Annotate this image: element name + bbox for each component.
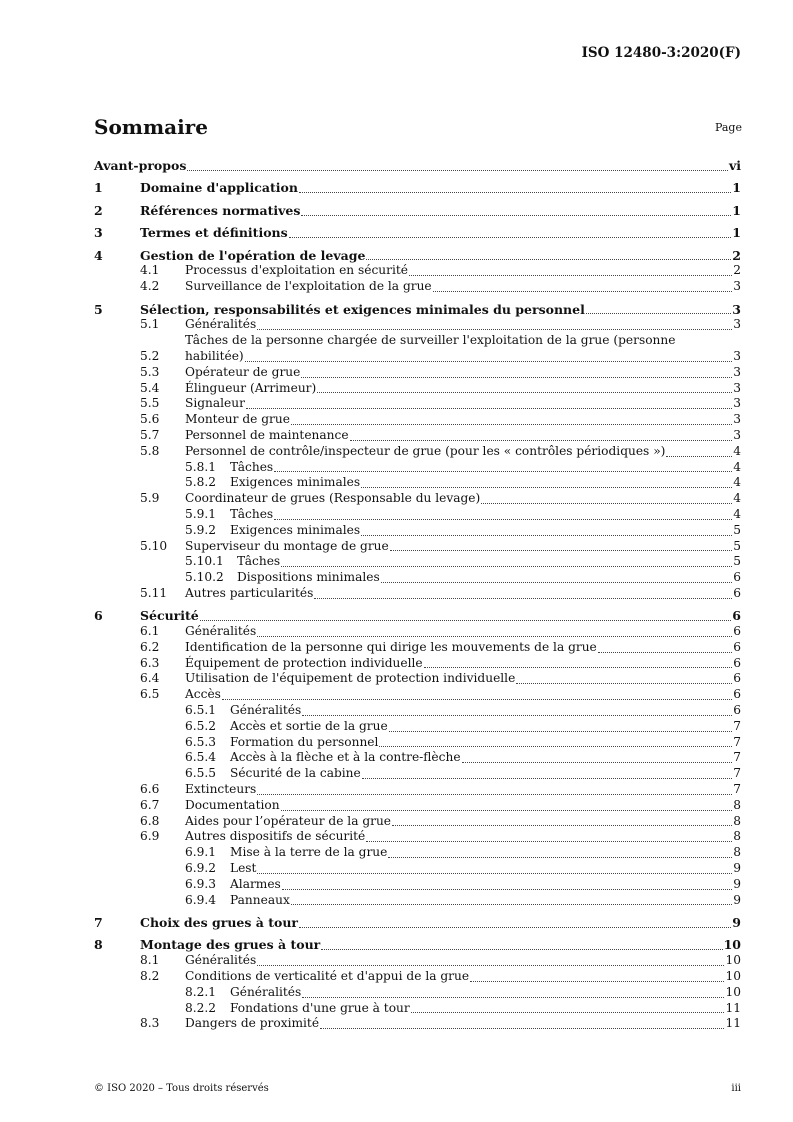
toc-entry-6-9-4[interactable] (94, 893, 741, 909)
page-column-label: Page (714, 121, 742, 134)
toc-entry-5[interactable] (94, 302, 741, 318)
dot-leader (361, 535, 732, 536)
toc-entry-title: Généralités (185, 953, 257, 968)
dot-leader (411, 1012, 725, 1013)
toc-entry-6-6[interactable] (94, 782, 741, 798)
toc-entry-6-9-1[interactable] (94, 845, 741, 861)
toc-entry-page: 4 (733, 491, 741, 506)
toc-entry-title: Exigences minimales (230, 522, 361, 537)
toc-entry-page: 6 (733, 585, 741, 600)
toc-entry-number: 5.11 (140, 585, 168, 600)
toc-entry-title: Équipement de protection individuelle (185, 655, 423, 670)
toc-entry-title: Élingueur (Arrimeur) (185, 380, 317, 395)
toc-entry-page: 3 (732, 301, 741, 317)
dot-leader (200, 620, 732, 621)
page-title: Sommaire (94, 115, 208, 139)
toc-entry-6-5[interactable] (94, 687, 741, 703)
toc-entry-page: vi (728, 158, 741, 173)
dot-leader (424, 667, 733, 668)
toc-entry-page: 7 (733, 718, 741, 733)
toc-entry-title: Lest (230, 861, 257, 876)
toc-entry-page: 9 (733, 876, 741, 891)
toc-entry-page: 6 (732, 608, 741, 624)
toc-entry-title: Généralités (230, 703, 302, 718)
toc-entry-number: 6.5.3 (185, 734, 217, 749)
toc-entry-8-2[interactable] (94, 969, 741, 985)
toc-entry-page: 8 (733, 845, 741, 860)
toc-entry-title: Sécurité (140, 608, 199, 624)
toc-entry-number: 8.2.1 (185, 984, 217, 999)
toc-entry-6-2[interactable] (94, 640, 741, 656)
toc-entry-number: 6.9 (140, 829, 160, 844)
dot-leader (320, 1028, 724, 1029)
page-footer (94, 1083, 741, 1094)
toc-entry-number: 6 (94, 608, 103, 624)
dot-leader (291, 904, 732, 905)
toc-entry-page: 6 (733, 703, 741, 718)
toc-entry-page: 6 (733, 655, 741, 670)
toc-entry-title: Dispositions minimales (237, 570, 380, 585)
toc-entry-page: 3 (733, 380, 741, 395)
toc-entry-page: 3 (733, 427, 741, 442)
toc-entry-page: 11 (725, 1016, 741, 1031)
toc-entry-5-3[interactable] (94, 365, 741, 381)
toc-entry-title: Généralités (230, 984, 302, 999)
dot-leader (282, 889, 732, 890)
toc-entry-title: Alarmes (230, 876, 281, 891)
toc-entry-number: 4 (94, 247, 103, 263)
toc-entry-number: 5.2 (140, 348, 160, 363)
toc-entry-page: 10 (725, 969, 741, 983)
toc-entry-title: Fondations d'une grue à tour (230, 1000, 410, 1015)
toc-entry-6-9-2[interactable] (94, 861, 741, 877)
toc-entry-5-8-1[interactable] (94, 460, 741, 476)
page-number: iii (731, 1083, 741, 1094)
toc-entry-title: Exigences minimales (230, 475, 361, 490)
toc-entry-number: 6.5.4 (185, 750, 217, 765)
toc-entry-title: Montage des grues à tour (140, 937, 321, 953)
dot-leader (598, 652, 732, 653)
toc-entry-4-2[interactable] (94, 279, 741, 295)
toc-entry-page: 8 (733, 797, 741, 812)
toc-entry-number: 6.4 (140, 671, 160, 686)
toc-entry-page: 7 (733, 750, 741, 765)
dot-leader (257, 965, 724, 966)
toc-entry-title: Termes et définitions (140, 225, 288, 241)
toc-entry-page: 3 (733, 396, 741, 411)
toc-entry-title: Personnel de maintenance (185, 427, 349, 442)
dot-leader (281, 810, 733, 811)
document-id: ISO 12480-3:2020(F) (581, 45, 741, 61)
dot-leader (666, 456, 732, 457)
toc-entry-4[interactable] (94, 248, 741, 264)
toc-entry-5-8[interactable] (94, 444, 741, 460)
toc-entry-5-11[interactable] (94, 586, 741, 602)
toc-entry-page: 3 (733, 279, 741, 294)
toc-entry-number: 6.9.3 (185, 876, 217, 891)
toc-entry-number: 6.9.1 (185, 845, 217, 860)
dot-leader (289, 237, 732, 238)
toc-entry-title: Généralités (185, 317, 257, 332)
toc-entry-number: 5.10 (140, 538, 168, 553)
dot-leader (222, 699, 732, 700)
toc-entry-number: 6.5.1 (185, 703, 217, 718)
toc-entry-6-9-3[interactable] (94, 877, 741, 893)
toc-entry-number: 6.5.5 (185, 766, 217, 781)
toc-entry-number: 5.9 (140, 491, 160, 506)
dot-leader (274, 519, 732, 520)
toc-entry-title: Accès à la flèche et à la contre-flèche (230, 750, 461, 765)
toc-entry-number: 6.5 (140, 687, 160, 702)
toc-entry-6-5-4[interactable] (94, 750, 741, 766)
dot-leader (433, 291, 733, 292)
toc-entry-6-5-2[interactable] (94, 719, 741, 735)
toc-entry-page: 5 (733, 538, 741, 553)
toc-entry-title: Tâches de la personne chargée de surveiller l'exploitation de la grue (personne (185, 333, 676, 348)
toc-entry-number: 5.10.2 (185, 570, 224, 585)
toc-entry-number: 1 (94, 180, 103, 196)
toc-entry-6-7[interactable] (94, 798, 741, 814)
dot-leader (281, 566, 732, 567)
toc-entry-title: Monteur de grue (185, 412, 290, 427)
dot-leader (321, 949, 722, 950)
toc-entry-number: 8.2.2 (185, 1000, 217, 1015)
dot-leader (302, 997, 724, 998)
toc-entry-title: Domaine d'application (140, 180, 298, 196)
toc-entry-page: 7 (733, 782, 741, 797)
toc-entry-page: 3 (733, 412, 741, 427)
toc-entry-5-8-2[interactable] (94, 475, 741, 491)
toc-entry-page: 10 (725, 953, 741, 968)
toc-entry-page: 6 (733, 570, 741, 585)
toc-entry-page: 3 (733, 348, 741, 363)
dot-leader (317, 392, 732, 393)
toc-entry-title: Formation du personnel (230, 734, 379, 749)
dot-leader (381, 582, 733, 583)
dot-leader (470, 981, 724, 982)
toc-entry-6-8[interactable] (94, 814, 741, 830)
toc-entry-8-3[interactable] (94, 1016, 741, 1032)
toc-entry-8-2-1[interactable] (94, 985, 741, 1001)
toc-entry-page: 3 (733, 364, 741, 379)
dot-leader (586, 313, 731, 314)
toc-entry-page: 4 (733, 459, 741, 474)
toc-entry-number: 6.2 (140, 639, 160, 654)
toc-entry-page: 5 (733, 522, 741, 537)
toc-entry-6-3[interactable] (94, 656, 741, 672)
toc-entry-title: Coordinateur de grues (Responsable du levage) (185, 491, 481, 506)
toc-entry-number: 6.3 (140, 655, 160, 670)
toc-entry-6[interactable] (94, 608, 741, 624)
toc-entry-number: 6.1 (140, 624, 160, 639)
toc-entry-title: Dangers de proximité (185, 1016, 320, 1031)
toc-entry-5-2[interactable] (94, 333, 741, 365)
toc-entry-title: Autres dispositifs de sécurité (185, 829, 366, 844)
dot-leader (302, 715, 732, 716)
toc-entry-page: 11 (725, 1000, 741, 1015)
dot-leader (392, 825, 732, 826)
toc-entry-8[interactable] (94, 937, 741, 953)
toc-entry-5-5[interactable] (94, 396, 741, 412)
toc-entry-number: 6.9.2 (185, 861, 217, 876)
dot-leader (299, 927, 731, 928)
toc-entry-5-10-1[interactable] (94, 554, 741, 570)
toc-entry-number: 5.8 (140, 443, 160, 458)
toc-entry-page: 9 (733, 861, 741, 876)
toc-entry-page: 6 (733, 671, 741, 686)
toc-entry-number: 3 (94, 225, 103, 241)
toc-entry-title: Identification de la personne qui dirige les mouvements de la grue (185, 639, 597, 654)
toc-entry-6-9[interactable] (94, 829, 741, 845)
toc-entry-number: 4.2 (140, 279, 160, 294)
toc-entry-5-6[interactable] (94, 412, 741, 428)
dot-leader (409, 275, 732, 276)
toc-entry-2[interactable] (94, 203, 741, 219)
toc-entry-title: Aides pour l’opérateur de la grue (185, 813, 392, 828)
toc-entry-title: Autres particularités (185, 585, 314, 600)
toc-entry-title: Accès et sortie de la grue (230, 718, 388, 733)
toc-entry-number: 4.1 (140, 263, 160, 278)
dot-leader (245, 361, 733, 362)
dot-leader (257, 873, 732, 874)
toc-entry-number: 5.8.1 (185, 459, 217, 474)
toc-entry-page: 1 (732, 225, 741, 241)
dot-leader (516, 683, 732, 684)
toc-entry-title: Gestion de l'opération de levage (140, 247, 366, 263)
toc-entry-title-continued: habilitée) (185, 348, 244, 363)
toc-entry-number: 5.3 (140, 364, 160, 379)
toc-entry-page: 10 (723, 937, 741, 953)
dot-leader (390, 550, 732, 551)
toc-entry-page: 2 (733, 263, 741, 278)
toc-entry-number: 5.1 (140, 317, 160, 332)
toc-entry-1[interactable] (94, 180, 741, 196)
toc-entry-page: 4 (733, 475, 741, 490)
toc-entry-number: 8.3 (140, 1016, 160, 1031)
toc-entry-5-7[interactable] (94, 428, 741, 444)
dot-leader (462, 762, 733, 763)
toc-entry-title: Références normatives (140, 202, 301, 218)
dot-leader (301, 377, 732, 378)
toc-entry-page: 4 (733, 506, 741, 521)
toc-entry-title: Mise à la terre de la grue (230, 845, 388, 860)
dot-leader (379, 746, 732, 747)
toc-entry-number: 6.5.2 (185, 718, 217, 733)
toc-entry-title: Conditions de verticalité et d'appui de la grue (185, 969, 470, 983)
dot-leader (362, 778, 733, 779)
toc-entry-5-4[interactable] (94, 381, 741, 397)
toc-entry-number: 5.9.1 (185, 506, 217, 521)
toc-entry-title: Documentation (185, 797, 280, 812)
dot-leader (389, 731, 733, 732)
toc-entry-8-2-2[interactable] (94, 1001, 741, 1017)
toc-entry-title: Processus d'exploitation en sécurité (185, 263, 408, 278)
toc-entry-page: 6 (733, 687, 741, 702)
toc-entry-number: 6.9.4 (185, 892, 217, 907)
toc-entry-5-10-2[interactable] (94, 570, 741, 586)
toc-entry-number: 8 (94, 937, 103, 953)
dot-leader (257, 636, 732, 637)
toc-entry-page: 7 (733, 766, 741, 781)
toc-entry-number: 5.8.2 (185, 475, 217, 490)
toc-entry-number: 8.2 (140, 969, 160, 983)
toc-entry-title: Avant-propos (94, 158, 187, 173)
toc-entry-page: 6 (733, 624, 741, 639)
dot-leader (366, 259, 731, 260)
toc-entry-title: Tâches (230, 459, 274, 474)
toc-entry-6-1[interactable] (94, 624, 741, 640)
toc-entry-number: 5.7 (140, 427, 160, 442)
toc-entry-title: Superviseur du montage de grue (185, 538, 389, 553)
toc-entry-number: 5.4 (140, 380, 160, 395)
toc-entry-number: 5.9.2 (185, 522, 217, 537)
toc-entry-6-5-1[interactable] (94, 703, 741, 719)
toc-entry-page: 2 (732, 247, 741, 263)
toc-entry-number: 5.6 (140, 412, 160, 427)
dot-leader (187, 170, 728, 171)
toc-entry-title: Sélection, responsabilités et exigences minimales du personnel (140, 301, 585, 317)
dot-leader (388, 857, 732, 858)
toc-entry-number: 6.7 (140, 797, 160, 812)
toc-entry-title: Sécurité de la cabine (230, 766, 361, 781)
toc-entry-number: 5 (94, 301, 103, 317)
dot-leader (257, 794, 732, 795)
toc-entry-6-4[interactable] (94, 671, 741, 687)
toc-entry-page: 3 (733, 317, 741, 332)
toc-entry-title: Extincteurs (185, 782, 257, 797)
toc-entry-5-9[interactable] (94, 491, 741, 507)
toc-entry-title: Signaleur (185, 396, 245, 411)
toc-entry-title: Accès (185, 687, 221, 702)
toc-entry-5-9-2[interactable] (94, 523, 741, 539)
toc-entry-5-1[interactable] (94, 317, 741, 333)
dot-leader (246, 408, 732, 409)
toc-entry-number: 5.5 (140, 396, 160, 411)
toc-entry-page: 8 (733, 813, 741, 828)
toc-entry-number: 2 (94, 202, 103, 218)
dot-leader (481, 503, 732, 504)
dot-leader (366, 841, 732, 842)
table-of-contents (94, 158, 741, 1032)
toc-entry-title: Utilisation de l'équipement de protection individuelle (185, 671, 516, 686)
toc-entry-page: 4 (733, 443, 741, 458)
toc-entry-page: 1 (732, 202, 741, 218)
dot-leader (314, 598, 732, 599)
toc-entry-title: Généralités (185, 624, 257, 639)
toc-entry-5-10[interactable] (94, 539, 741, 555)
dot-leader (301, 215, 731, 216)
toc-entry-number: 5.10.1 (185, 554, 224, 569)
toc-entry-6-5-5[interactable] (94, 766, 741, 782)
toc-entry-avant[interactable] (94, 158, 741, 174)
copyright-notice: © ISO 2020 – Tous droits réservés (94, 1083, 269, 1094)
toc-entry-6-5-3[interactable] (94, 735, 741, 751)
toc-entry-number: 8.1 (140, 953, 160, 968)
dot-leader (257, 329, 732, 330)
toc-entry-page: 8 (733, 829, 741, 844)
toc-entry-7[interactable] (94, 915, 741, 931)
toc-entry-page: 7 (733, 734, 741, 749)
toc-entry-number: 7 (94, 915, 103, 931)
toc-entry-page: 1 (732, 180, 741, 196)
toc-entry-page: 10 (725, 984, 741, 999)
toc-entry-page: 9 (733, 892, 741, 907)
toc-entry-title: Panneaux (230, 892, 290, 907)
toc-entry-title: Tâches (237, 554, 281, 569)
dot-leader (299, 192, 731, 193)
dot-leader (274, 471, 732, 472)
toc-entry-number: 6.8 (140, 813, 160, 828)
toc-entry-title: Personnel de contrôle/inspecteur de grue (pour les « contrôles périodiques ») (185, 443, 666, 458)
toc-entry-title: Opérateur de grue (185, 364, 301, 379)
toc-entry-page: 6 (733, 639, 741, 654)
toc-entry-page: 5 (733, 554, 741, 569)
toc-entry-4-1[interactable] (94, 263, 741, 279)
dot-leader (291, 424, 732, 425)
toc-entry-5-9-1[interactable] (94, 507, 741, 523)
toc-entry-title: Surveillance de l'exploitation de la grue (185, 279, 432, 294)
toc-entry-8-1[interactable] (94, 953, 741, 969)
dot-leader (361, 487, 732, 488)
toc-entry-title: Tâches (230, 506, 274, 521)
toc-entry-3[interactable] (94, 225, 741, 241)
dot-leader (350, 440, 733, 441)
toc-entry-title: Choix des grues à tour (140, 915, 299, 931)
toc-entry-number: 6.6 (140, 782, 160, 797)
toc-entry-page: 9 (732, 915, 741, 931)
